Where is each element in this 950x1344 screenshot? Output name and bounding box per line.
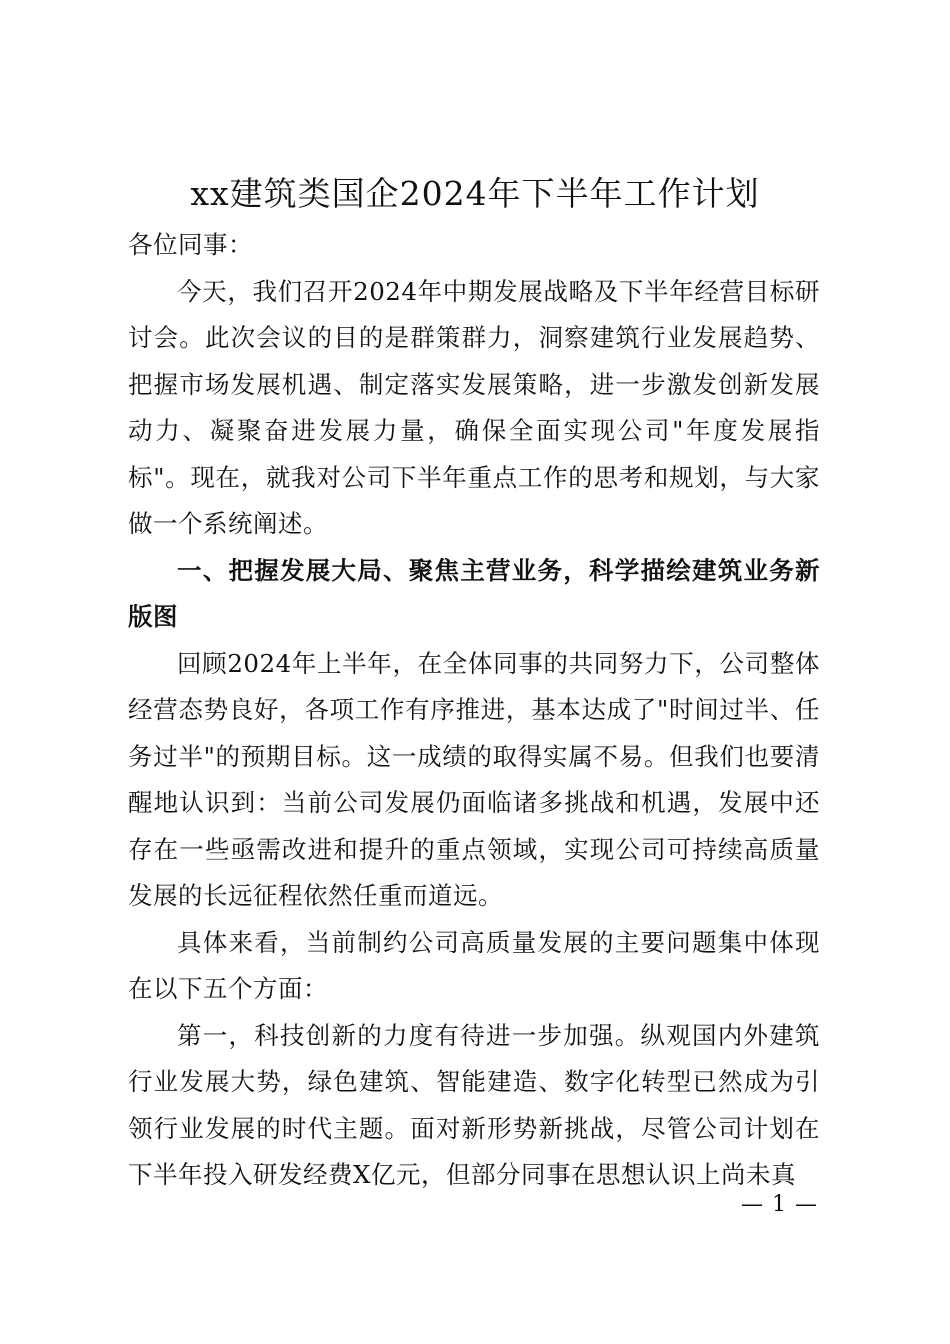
intro-paragraph: 今天，我们召开2024年中期发展战略及下半年经营目标研讨会。此次会议的目的是群策群力，洞察建筑行业发展趋势、把握市场发展机遇、制定落实发展策略，进一步激发创新发展动力、凝聚奋进发展力量，确保全面实现公司"年度发展指标"。现在，就我对公司下半年重点工作的思考和规划，与大家做一个系统阐述。 [128, 276, 820, 538]
document-body [128, 222, 820, 1199]
salutation: 各位同事： [128, 230, 253, 259]
document-title: xx建筑类国企2024年下半年工作计划 [190, 174, 760, 213]
body-paragraph: 第一，科技创新的力度有待进一步加强。纵观国内外建筑行业发展大势，绿色建筑、智能建造、数字化转型已然成为引领行业发展的时代主题。面对新形势新挑战，尽管公司计划在下半年投入研发经费X亿元，但部分同事在思想认识上尚未真 [128, 1020, 820, 1189]
body-paragraph: 回顾2024年上半年，在全体同事的共同努力下，公司整体经营态势良好，各项工作有序推进，基本达成了"时间过半、任务过半"的预期目标。这一成绩的取得实属不易。但我们也要清醒地认识到：当前公司发展仍面临诸多挑战和机遇，发展中还存在一些亟需改进和提升的重点领域，实现公司可持续高质量发展的长远征程依然任重而道远。 [128, 648, 820, 910]
page-number: — 1 — [741, 1192, 818, 1217]
section-heading-1: 一、把握发展大局、聚焦主营业务，科学描绘建筑业务新版图 [128, 555, 820, 631]
body-paragraph: 具体来看，当前制约公司高质量发展的主要问题集中体现在以下五个方面： [128, 927, 820, 1003]
